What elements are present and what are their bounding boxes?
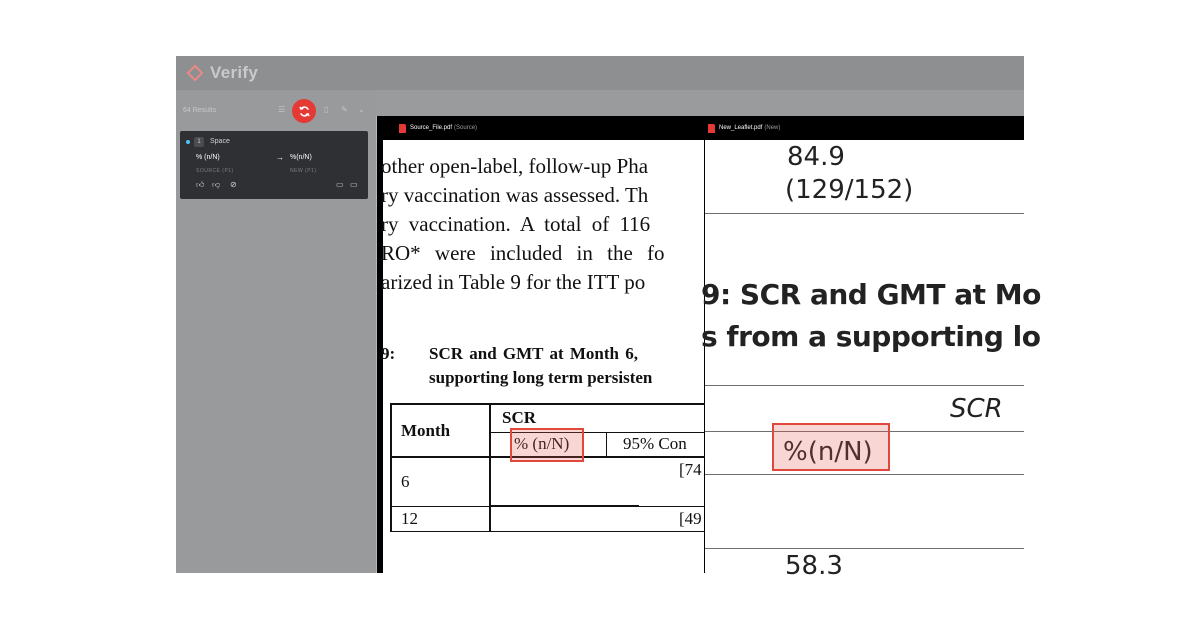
table-subheader-pct: % (n/N) bbox=[514, 434, 570, 453]
table-caption-number: 9: bbox=[381, 344, 396, 363]
table-border bbox=[489, 403, 491, 531]
table-cell-month: 12 bbox=[401, 509, 418, 528]
difference-highlight[interactable] bbox=[772, 423, 890, 471]
table-header-scr: SCR bbox=[502, 408, 537, 427]
table-rule bbox=[705, 385, 1024, 386]
thumbs-down-icon[interactable]: 👎︎ bbox=[212, 180, 221, 189]
table-caption-line: supporting long term persisten bbox=[429, 368, 653, 387]
new-value-fraction: (129/152) bbox=[785, 175, 914, 205]
source-text-line: arized in Table 9 for the ITT po bbox=[381, 270, 646, 294]
chevron-down-icon[interactable]: ⌄ bbox=[358, 105, 365, 114]
new-caption-line: 9: SCR and GMT at Mo bbox=[701, 278, 1041, 311]
new-page-label: NEW (P1) bbox=[290, 168, 317, 174]
new-pct-header: %(n/N) bbox=[783, 437, 873, 467]
verify-app-window bbox=[176, 56, 1041, 581]
source-text-line: ry vaccination. A total of 116 bbox=[381, 212, 651, 236]
bookmark-icon[interactable]: ▯ bbox=[324, 105, 329, 114]
source-text-line: RO* were included in the fo bbox=[381, 241, 665, 265]
new-value-bottom: 58.3 bbox=[785, 551, 843, 581]
source-pane-header bbox=[399, 116, 699, 140]
refresh-button[interactable] bbox=[292, 99, 316, 123]
viewer-toolbar bbox=[376, 90, 1024, 116]
table-border bbox=[390, 531, 710, 532]
results-sidebar bbox=[176, 90, 376, 573]
source-text-line: other open-label, follow-up Pha bbox=[381, 154, 649, 178]
results-count: 64 Results bbox=[183, 107, 217, 114]
source-text-line: ry vaccination was assessed. Th bbox=[381, 183, 649, 207]
table-border bbox=[390, 403, 392, 531]
unread-indicator bbox=[186, 140, 190, 144]
table-caption-line: SCR and GMT at Month 6, bbox=[429, 344, 638, 363]
table-cell-ci: [74 bbox=[679, 460, 702, 479]
new-tag: (New) bbox=[764, 125, 781, 131]
difference-highlight[interactable] bbox=[510, 428, 584, 462]
result-card[interactable] bbox=[180, 131, 368, 199]
new-caption-line: s from a supporting lo bbox=[701, 320, 1041, 353]
verify-logo-icon bbox=[186, 64, 204, 82]
result-type: Space bbox=[210, 138, 230, 145]
document-viewer bbox=[377, 116, 1041, 581]
table-border bbox=[390, 506, 710, 507]
table-rule bbox=[705, 548, 1024, 549]
pdf-file-icon bbox=[708, 124, 715, 133]
new-value-top: 84.9 bbox=[787, 142, 845, 172]
refresh-icon bbox=[298, 105, 311, 118]
hide-icon[interactable]: ⊘ bbox=[230, 180, 237, 189]
table-subheader-ci: 95% Con bbox=[623, 434, 687, 453]
new-value: %(n/N) bbox=[290, 154, 312, 161]
new-page bbox=[701, 140, 1041, 581]
table-border bbox=[606, 432, 607, 456]
table-rule bbox=[705, 213, 1024, 214]
result-index-badge: 1 bbox=[194, 137, 204, 147]
app-title: Verify bbox=[210, 63, 259, 82]
sidebar-toolbar bbox=[176, 90, 376, 130]
table-border bbox=[390, 403, 710, 405]
edit-icon[interactable]: ✎ bbox=[341, 105, 348, 114]
comment-icon[interactable]: ▭ bbox=[336, 180, 344, 189]
new-pane-header bbox=[708, 116, 1008, 140]
source-value: % (n/N) bbox=[196, 154, 220, 161]
source-file-name[interactable]: Source_File.pdf bbox=[410, 125, 453, 131]
thumbs-up-icon[interactable]: 👍︎ bbox=[196, 180, 205, 189]
source-page-label: SOURCE (P1) bbox=[196, 168, 234, 174]
table-cell-month: 6 bbox=[401, 472, 410, 491]
table-cell-ci: [49 bbox=[679, 509, 702, 528]
arrow-right-icon: → bbox=[276, 153, 284, 162]
table-header-month: Month bbox=[401, 421, 451, 440]
source-page bbox=[383, 140, 704, 573]
list-icon[interactable]: ☰ bbox=[278, 105, 286, 114]
new-scr-header: SCR bbox=[950, 394, 1003, 424]
comment-alt-icon[interactable]: ▭ bbox=[350, 180, 358, 189]
new-file-name[interactable]: New_Leaflet.pdf bbox=[719, 125, 763, 131]
source-tag: (Source) bbox=[454, 125, 478, 131]
pdf-file-icon bbox=[399, 124, 406, 133]
title-bar bbox=[176, 56, 1024, 90]
table-rule bbox=[705, 474, 1024, 475]
